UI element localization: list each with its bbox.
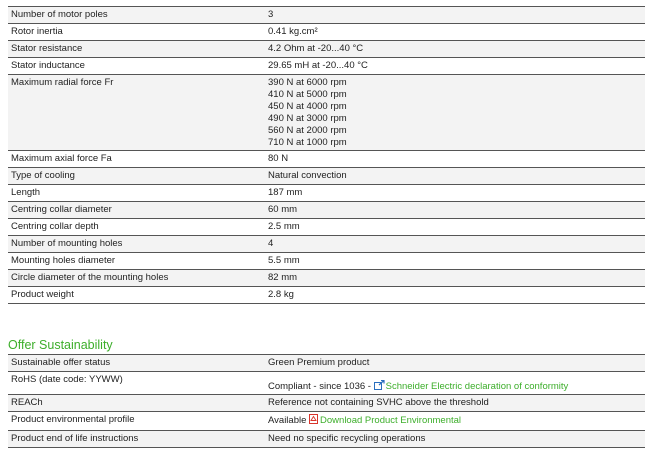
row-value: Need no specific recycling operations xyxy=(268,433,426,444)
table-row xyxy=(8,168,645,184)
row-value: 187 mm xyxy=(268,187,303,198)
download-environmental-link[interactable]: Download Product Environmental xyxy=(320,415,462,426)
sustainability-table xyxy=(8,354,645,448)
row-value: 80 N xyxy=(268,153,289,164)
row-label: Stator resistance xyxy=(11,43,83,54)
row-label: Mounting holes diameter xyxy=(11,255,116,266)
row-value: 3 xyxy=(268,9,274,20)
row-label: Product weight xyxy=(11,289,74,300)
table-row xyxy=(8,58,645,74)
table-row xyxy=(8,41,645,57)
row-label: Circle diameter of the mounting holes xyxy=(11,272,169,283)
characteristics-table xyxy=(8,6,645,304)
table-row xyxy=(8,219,645,235)
row-label: REACh xyxy=(11,397,43,408)
table-row xyxy=(8,287,645,303)
external-link-icon xyxy=(374,380,385,394)
row-label: Maximum radial force Fr xyxy=(11,77,114,88)
table-row xyxy=(8,372,645,394)
row-value: Green Premium product xyxy=(268,357,370,368)
table-row xyxy=(8,253,645,269)
pdf-icon xyxy=(309,414,318,428)
table-row xyxy=(8,75,645,150)
row-label: Centring collar diameter xyxy=(11,204,112,215)
row-label: Length xyxy=(11,187,41,198)
row-label: Product end of life instructions xyxy=(11,433,139,444)
row-label: Rotor inertia xyxy=(11,26,63,37)
row-value: 60 mm xyxy=(268,204,298,215)
table-row xyxy=(8,355,645,371)
section-title: Offer Sustainability xyxy=(8,338,113,352)
row-label: Stator inductance xyxy=(11,60,85,71)
table-row xyxy=(8,185,645,201)
row-value: 2.8 kg xyxy=(268,289,294,300)
row-value: Reference not containing SVHC above the threshold xyxy=(268,397,489,408)
row-label: Centring collar depth xyxy=(11,221,99,232)
table-row xyxy=(8,7,645,23)
row-value: 82 mm xyxy=(268,272,298,283)
row-label: Type of cooling xyxy=(11,170,75,181)
row-value: 29.65 mH at -20...40 °C xyxy=(268,60,368,71)
profile-value: Available xyxy=(268,415,310,426)
row-value: 5.5 mm xyxy=(268,255,300,266)
row-value: Natural convection xyxy=(268,170,347,181)
row-value: 4 xyxy=(268,238,274,249)
table-row xyxy=(8,24,645,40)
row-label: RoHS (date code: YYWW) xyxy=(11,374,123,385)
row-label: Number of mounting holes xyxy=(11,238,123,249)
row-label: Number of motor poles xyxy=(11,9,108,20)
row-value xyxy=(263,412,645,430)
row-value: 2.5 mm xyxy=(268,221,300,232)
row-value: 390 N at 6000 rpm 410 N at 5000 rpm 450 N at 4000 rpm 490 N at 3000 rpm 560 N at 2000 rpm 710 N at 1000 rpm xyxy=(268,77,347,148)
table-row xyxy=(8,395,645,411)
row-value: 4.2 Ohm at -20...40 °C xyxy=(268,43,364,54)
table-row xyxy=(8,236,645,252)
row-label: Product environmental profile xyxy=(11,414,135,425)
table-row xyxy=(8,270,645,286)
rohs-value: Compliant - since 1036 - xyxy=(268,381,374,392)
table-row xyxy=(8,412,645,430)
row-label: Sustainable offer status xyxy=(11,357,111,368)
table-row xyxy=(8,431,645,447)
row-value xyxy=(263,372,645,394)
row-label: Maximum axial force Fa xyxy=(11,153,112,164)
table-row xyxy=(8,151,645,167)
table-row xyxy=(8,202,645,218)
row-value: 0.41 kg.cm² xyxy=(268,26,318,37)
declaration-link[interactable]: Schneider Electric declaration of conformity xyxy=(385,381,569,392)
